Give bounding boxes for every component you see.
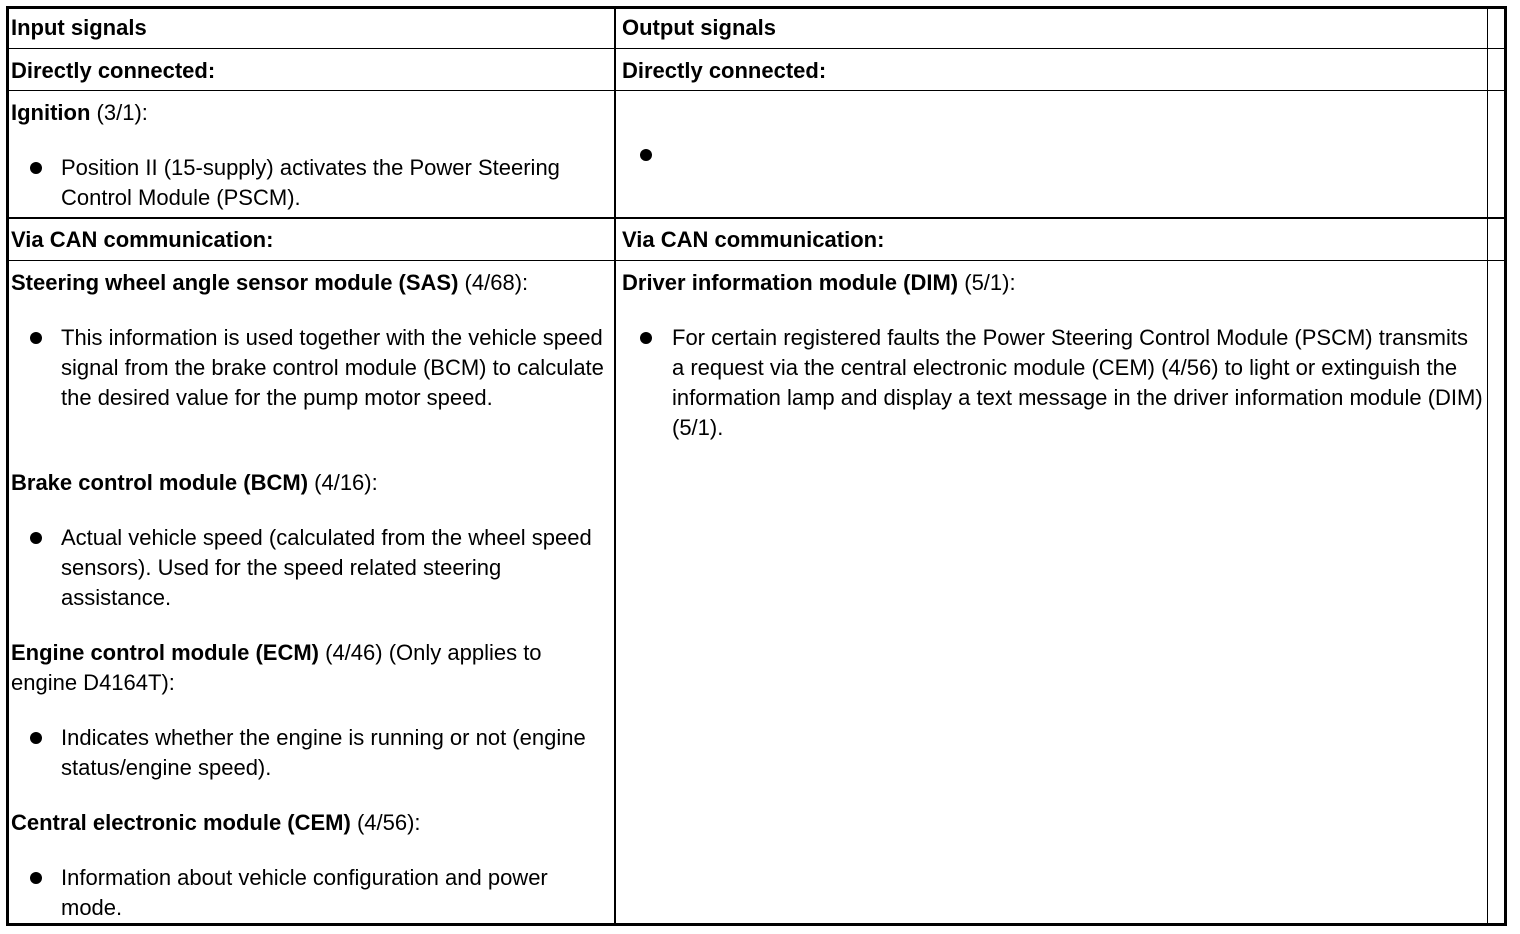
input-via-can: Via CAN communication:	[11, 227, 274, 252]
row-divider	[6, 217, 1507, 219]
cem-heading	[11, 808, 421, 838]
ignition-ref: (3/1):	[90, 100, 148, 125]
input-signals-header: Input signals	[11, 15, 147, 40]
output-signals-header: Output signals	[622, 15, 776, 40]
bullet-icon	[30, 332, 42, 344]
bullet-icon	[640, 332, 652, 344]
output-directly-connected: Directly connected:	[622, 58, 827, 83]
bullet-icon	[30, 162, 42, 174]
bullet-icon	[640, 149, 652, 161]
sas-title: Steering wheel angle sensor module (SAS)	[11, 270, 459, 295]
dim-title: Driver information module (DIM)	[622, 270, 959, 295]
cem-title: Central electronic module (CEM)	[11, 810, 351, 835]
ecm-title: Engine control module (ECM)	[11, 640, 319, 665]
sas-heading	[11, 268, 528, 298]
dim-bullet-text: For certain registered faults the Power Steering Control Module (PSCM) transmits a request via the central electronic module (CEM) (4/56) to light or extinguish the information lamp and display a text message in the driver information module (DIM) (5/1).	[672, 325, 1483, 440]
ecm-ref: (4/46) (Only applies to engine D4164T):	[11, 640, 542, 695]
sas-bullet-text: This information is used together with the vehicle speed signal from the brake control module (BCM) to calculate the desired value for the pump motor speed.	[61, 325, 604, 410]
cem-bullet-text: Information about vehicle configuration and power mode.	[61, 865, 548, 920]
sas-ref: (4/68):	[458, 270, 529, 295]
bcm-ref: (4/16):	[308, 470, 378, 495]
bcm-heading	[11, 468, 378, 498]
dim-heading	[622, 268, 1016, 298]
bcm-title: Brake control module (BCM)	[11, 470, 309, 495]
input-directly-connected: Directly connected:	[11, 58, 216, 83]
bullet-icon	[30, 532, 42, 544]
ignition-bullet-text: Position II (15-supply) activates the Power Steering Control Module (PSCM).	[61, 155, 560, 210]
bullet-icon	[30, 872, 42, 884]
bcm-bullet-text: Actual vehicle speed (calculated from the wheel speed sensors). Used for the speed related steering assistance.	[61, 525, 592, 610]
output-via-can: Via CAN communication:	[622, 227, 885, 252]
ecm-heading	[11, 638, 601, 698]
ignition-title: Ignition	[11, 100, 91, 125]
ignition-heading	[11, 98, 148, 128]
signals-table	[6, 6, 1507, 926]
dim-ref: (5/1):	[958, 270, 1016, 295]
column-divider	[614, 6, 616, 926]
bullet-icon	[30, 732, 42, 744]
ecm-bullet-text: Indicates whether the engine is running or not (engine status/engine speed).	[61, 725, 586, 780]
cem-ref: (4/56):	[350, 810, 421, 835]
row-divider	[6, 48, 1507, 49]
column-divider-right	[1487, 6, 1488, 926]
row-divider	[6, 90, 1507, 91]
row-divider	[6, 260, 1507, 261]
